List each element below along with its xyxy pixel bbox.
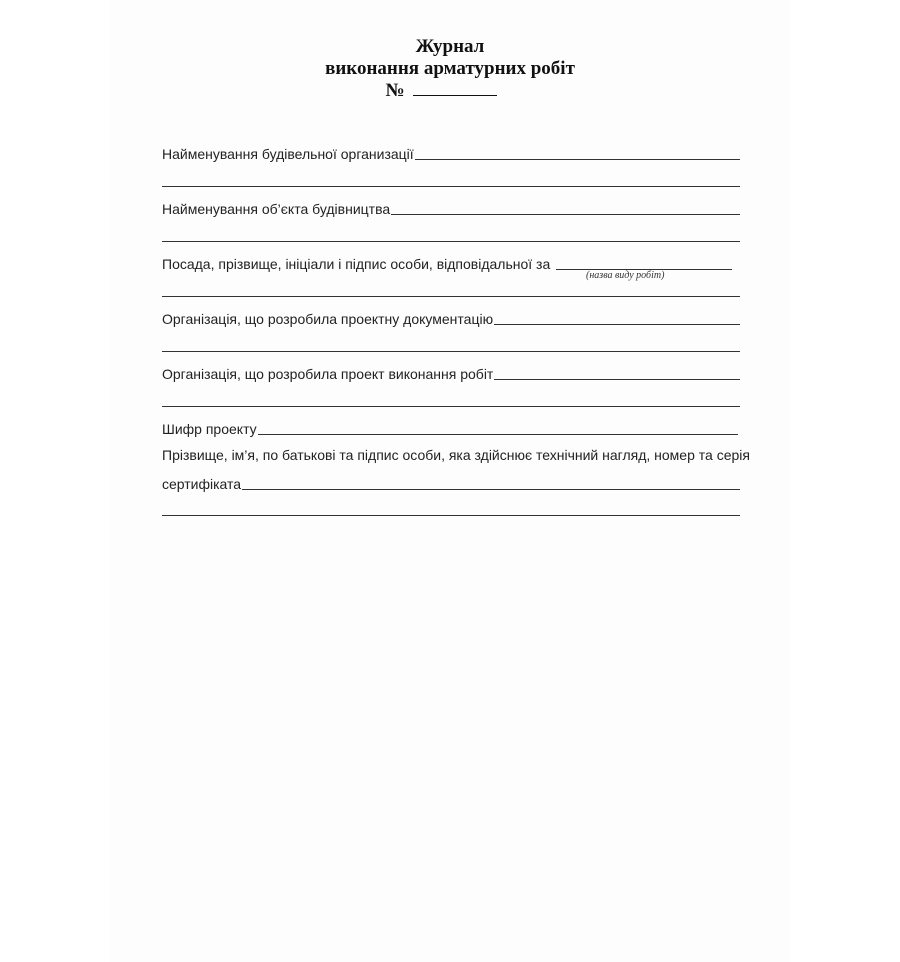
supervisor-row: [162, 474, 740, 492]
design-org-blank-2[interactable]: [162, 351, 740, 352]
responsible-label: Посада, прізвище, ініціали і підпис особи, відповідальної за: [162, 256, 551, 272]
object-name-blank[interactable]: [391, 214, 740, 215]
journal-number: [110, 80, 790, 102]
supervisor-blank[interactable]: [242, 489, 740, 490]
design-org-row: [162, 309, 740, 327]
project-code-blank[interactable]: [258, 434, 738, 435]
number-blank[interactable]: [413, 80, 497, 96]
number-label: №: [385, 80, 405, 101]
journal-title: Журнал: [415, 36, 485, 57]
project-code-label: Шифр проекту: [162, 421, 257, 437]
works-project-org-blank[interactable]: [494, 379, 740, 380]
responsible-hint: (назва виду робіт): [586, 270, 665, 281]
works-project-org-label: Організація, що розробила проект виконання робіт: [162, 366, 494, 382]
object-name-row: [162, 199, 740, 217]
supervisor-label: Прізвище, ім’я, по батькові та підпис особи, яка здійснює технічний нагляд, номер та серія: [162, 447, 750, 463]
journal-page: [110, 0, 790, 962]
org-name-label: Найменування будівельної организації: [162, 146, 414, 162]
journal-subtitle: виконання арматурних робіт: [325, 58, 575, 79]
design-org-label: Організація, що розробила проектну документацію: [162, 311, 494, 327]
works-project-org-blank-2[interactable]: [162, 406, 740, 407]
supervisor-blank-2[interactable]: [162, 515, 740, 516]
project-code-row: [162, 419, 738, 437]
design-org-blank[interactable]: [494, 324, 740, 325]
responsible-blank-2[interactable]: [162, 296, 740, 297]
org-name-blank-2[interactable]: [162, 186, 740, 187]
object-name-blank-2[interactable]: [162, 241, 740, 242]
journal-header: [110, 36, 790, 102]
works-project-org-row: [162, 364, 740, 382]
org-name-blank[interactable]: [415, 159, 740, 160]
supervisor-label-2: сертифіката: [162, 476, 242, 492]
object-name-label: Найменування об’єкта будівництва: [162, 201, 391, 217]
org-name-row: [162, 144, 740, 162]
